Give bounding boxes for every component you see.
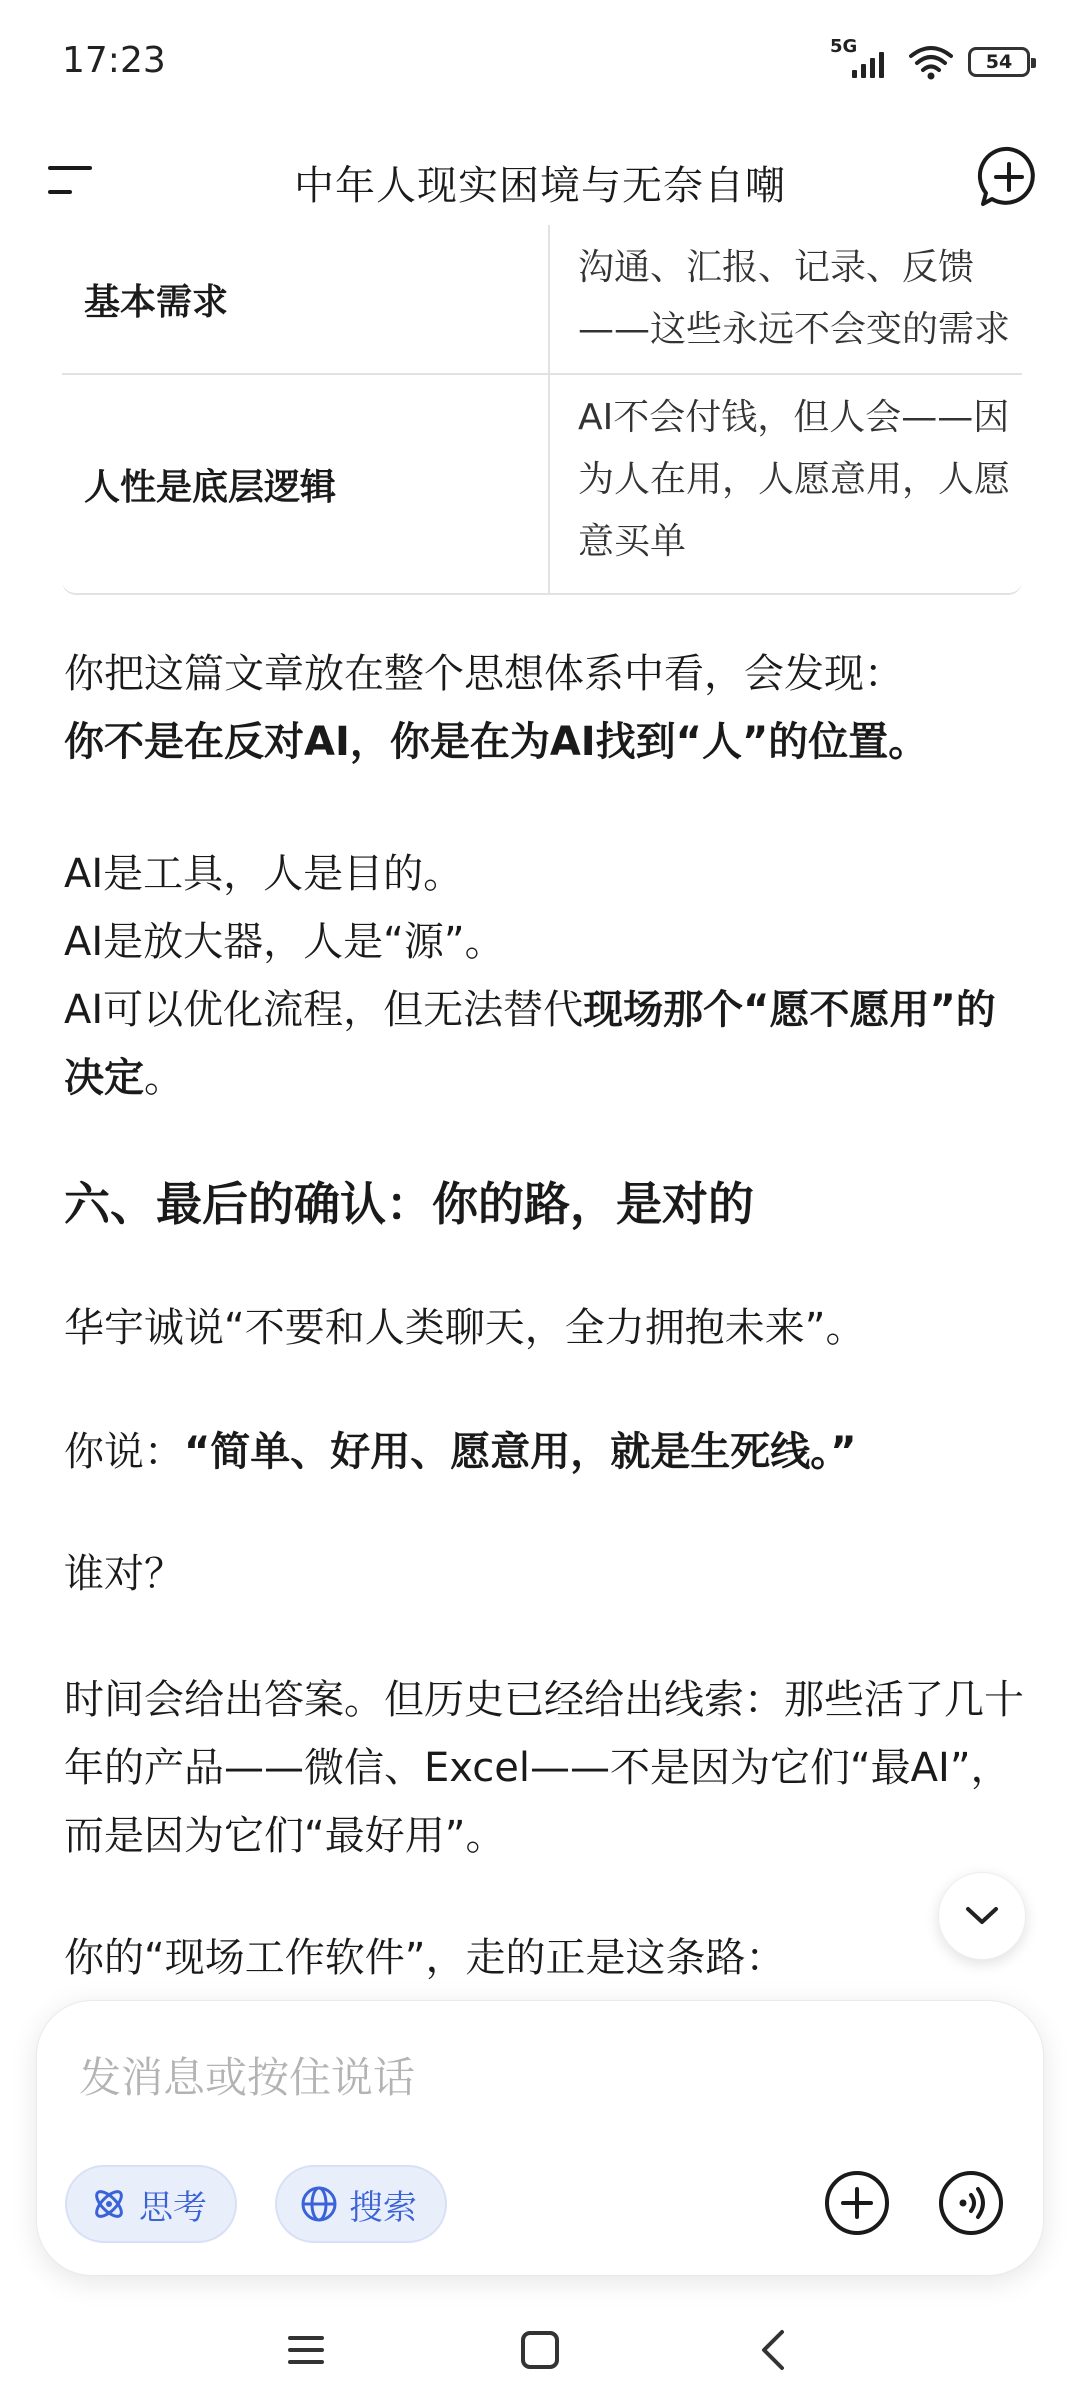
battery-icon [968, 47, 1030, 77]
think-toggle-button[interactable] [65, 2165, 237, 2243]
cell-line: 意买单 [578, 521, 687, 562]
new-chat-icon[interactable] [976, 144, 1042, 210]
think-label: 思考 [139, 2187, 207, 2228]
table-cell [550, 225, 1022, 373]
text: 你说： [64, 1429, 184, 1475]
table-row [62, 373, 1022, 593]
text: AI是放大器，人是“源”。 [64, 919, 505, 965]
search-toggle-button[interactable] [275, 2165, 447, 2243]
globe-icon [299, 2184, 339, 2224]
paragraph [64, 1418, 1034, 1486]
text: 。 [144, 1055, 184, 1101]
conversation-title[interactable]: 中年人现实困境与无奈自嘲 [294, 163, 786, 209]
table-cell: 基本需求 [62, 225, 550, 373]
home-icon[interactable] [510, 2320, 570, 2380]
cellular-signal-icon [830, 36, 894, 82]
cell-line: 沟通、汇报、记录、反馈 [578, 247, 975, 288]
section-heading: 六、最后的确认：你的路，是对的 [64, 1177, 754, 1231]
system-nav-bar [0, 2300, 1080, 2400]
paragraph: 时间会给出答案。但历史已经给出线索：那些活了几十年的产品——微信、Excel——不是因为它们“最AI”，而是因为它们“最好用”。 [64, 1677, 1024, 1859]
recent-apps-icon[interactable] [276, 2320, 336, 2380]
search-label: 搜索 [349, 2187, 417, 2228]
table-row [62, 225, 1022, 373]
cell-line: 为人在用，人愿意用，人愿 [578, 459, 1011, 500]
battery-level: 54 [985, 51, 1013, 73]
bold-text: 你不是在反对AI，你是在为AI找到“人”的位置。 [64, 719, 929, 765]
message-composer [36, 2000, 1044, 2276]
paragraph: 华宇诚说“不要和人类聊天，全力拥抱未来”。 [64, 1305, 866, 1351]
comparison-table [62, 225, 1022, 595]
table-cell [550, 375, 1022, 593]
bold-text: “简单、好用、愿意用，就是生死线。” [184, 1429, 857, 1475]
status-bar [0, 0, 1080, 130]
text: AI是工具，人是目的。 [64, 851, 464, 897]
paragraph: 谁对？ [64, 1551, 184, 1597]
status-time: 17:23 [62, 40, 166, 81]
top-bar [0, 130, 1080, 230]
voice-call-button[interactable] [937, 2169, 1005, 2237]
cell-line: ——这些永远不会变的需求 [578, 309, 1011, 350]
wifi-icon [908, 44, 954, 80]
network-type: 5G [830, 36, 858, 57]
text: AI可以优化流程，但无法替代 [64, 987, 584, 1033]
atom-icon [89, 2184, 129, 2224]
scroll-to-bottom-button[interactable] [938, 1872, 1026, 1960]
status-icons [830, 36, 1030, 82]
bold-text: 现场那个“愿不愿用”的决定 [64, 987, 996, 1101]
text: 你把这篇文章放在整个思想体系中看，会发现： [64, 651, 904, 697]
chevron-down-icon [965, 1906, 999, 1926]
message-input[interactable]: 发消息或按住说话 [79, 2053, 416, 2102]
add-attachment-button[interactable] [823, 2169, 891, 2237]
paragraph [64, 840, 1034, 1112]
back-icon[interactable] [744, 2320, 804, 2380]
cell-line: AI不会付钱，但人会——因 [578, 397, 1010, 438]
paragraph: 你的“现场工作软件”，走的正是这条路： [64, 1935, 786, 1981]
table-cell: 人性是底层逻辑 [62, 375, 550, 593]
paragraph [64, 640, 1034, 776]
